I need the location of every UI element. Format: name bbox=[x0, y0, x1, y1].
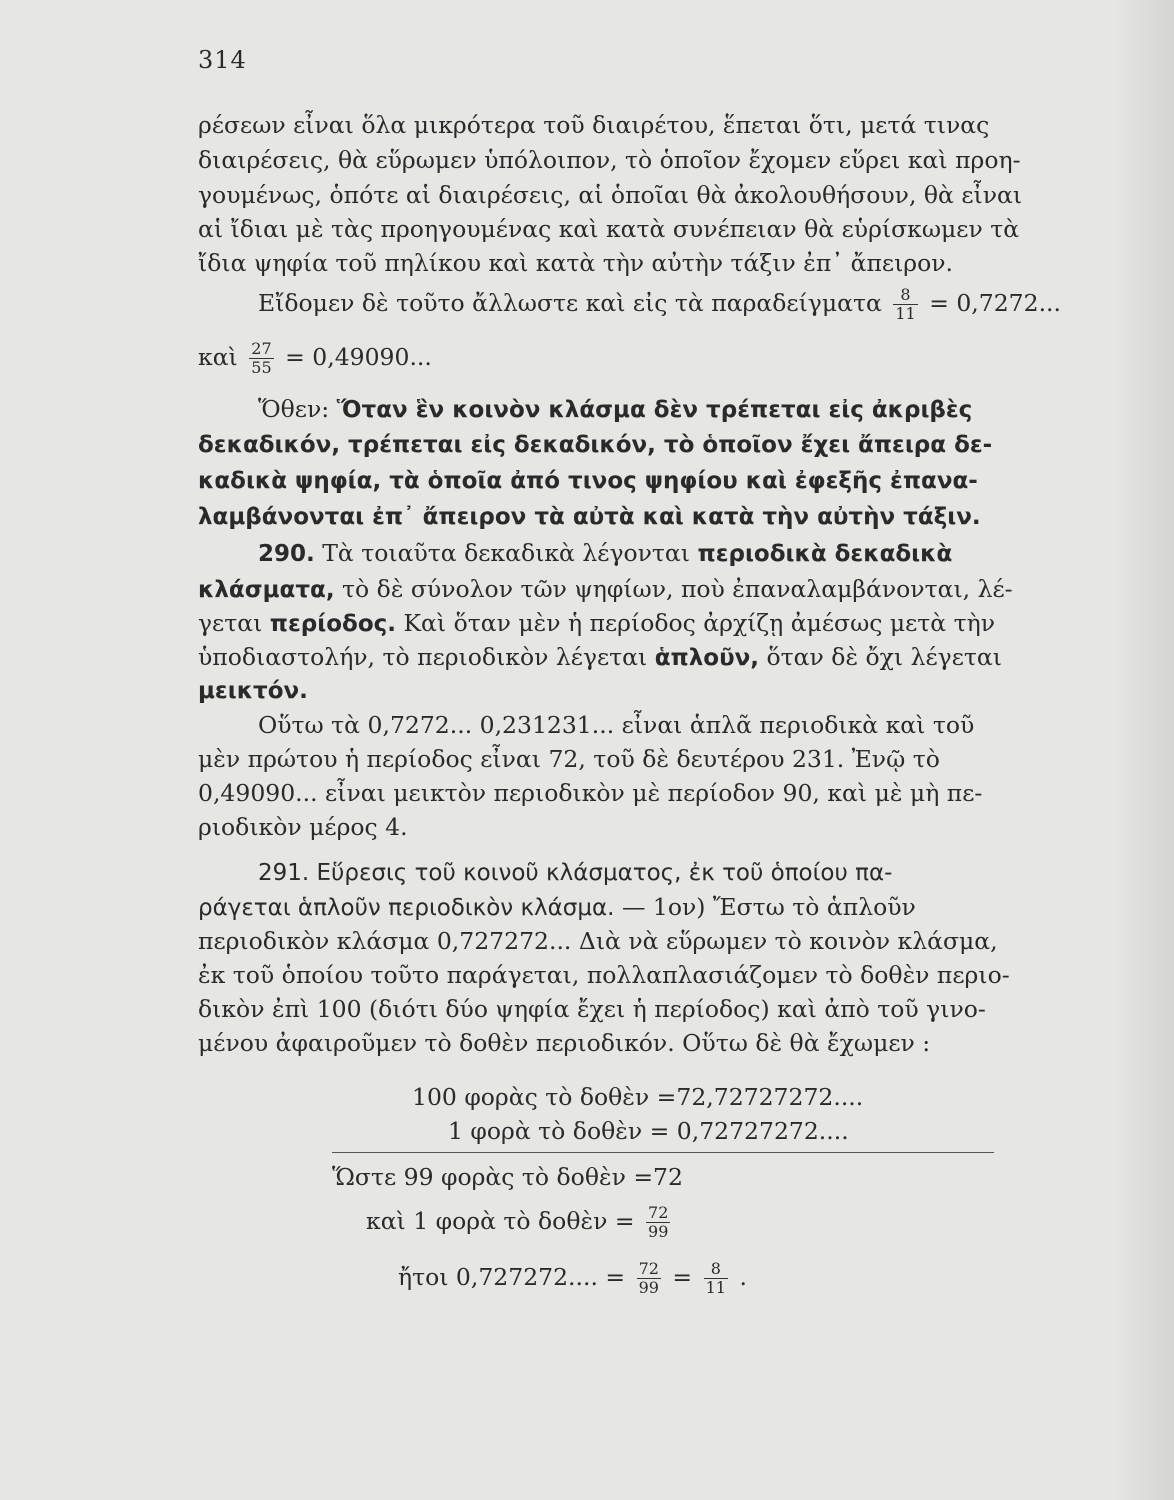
text-line-example2 bbox=[198, 340, 432, 377]
heading-cont: ράγεται ἁπλοῦν περιοδικὸν κλάσμα. bbox=[198, 895, 615, 921]
term-bold: κλάσματα, bbox=[198, 577, 335, 603]
section-291-line bbox=[198, 892, 916, 923]
text-line bbox=[198, 642, 1002, 673]
period: . bbox=[739, 1263, 747, 1291]
text-line: διαιρέσεις, θὰ εὕρωμεν ὑπόλοιπον, τὸ ὁποῖον ἔχομεν εὕρει καὶ προη- bbox=[198, 146, 1021, 174]
fraction-denominator: 11 bbox=[705, 1278, 726, 1297]
calc-divider bbox=[332, 1152, 994, 1153]
text: — 1ον) Ἔστω τὸ ἁπλοῦν bbox=[621, 893, 916, 921]
fraction-numerator: 72 bbox=[648, 1203, 669, 1222]
calc-row-4 bbox=[366, 1204, 674, 1241]
text: γεται bbox=[198, 609, 263, 637]
section-291-heading: 291. Εὕρεσις τοῦ κοινοῦ κλάσματος, ἐκ τοῦ ὁποίου πα- bbox=[258, 860, 893, 886]
text-line: ἐκ τοῦ ὁποίου τοῦτο παράγεται, πολλαπλασιάζομεν τὸ δοθὲν περιο- bbox=[198, 961, 1010, 989]
page-edge-shadow bbox=[1114, 0, 1174, 1500]
text-line: περιοδικὸν κλάσμα 0,727272... Διὰ νὰ εὕρωμεν τὸ κοινὸν κλάσμα, bbox=[198, 927, 998, 955]
decimal-value: = 0,49090... bbox=[285, 343, 432, 371]
fraction-denominator: 99 bbox=[648, 1222, 669, 1241]
fraction-denominator: 11 bbox=[895, 304, 916, 323]
text-line bbox=[198, 574, 1013, 605]
text-line: ρέσεων εἶναι ὅλα μικρότερα τοῦ διαιρέτου, ἕπεται ὅτι, μετά τινας bbox=[198, 111, 990, 139]
rule-bold-line: δεκαδικόν, τρέπεται εἰς δεκαδικόν, τὸ ὁποῖον ἔχει ἄπειρα δε- bbox=[198, 432, 993, 458]
fraction-8-11 bbox=[893, 286, 917, 323]
rule-bold-text: Ὅταν ἓν κοινὸν κλάσμα δὲν τρέπεται εἰς ἀκριβὲς bbox=[336, 397, 973, 423]
fraction-numerator: 72 bbox=[638, 1259, 659, 1278]
rule-statement-line bbox=[258, 394, 972, 425]
text: ἤτοι 0,727272.... = bbox=[398, 1263, 626, 1291]
text: ὑποδιαστολήν, τὸ περιοδικὸν λέγεται bbox=[198, 643, 648, 671]
kai-text: καὶ bbox=[198, 343, 238, 371]
fraction-27-55 bbox=[249, 340, 273, 377]
calc-row-3: Ὥστε 99 φορὰς τὸ δοθὲν =72 bbox=[332, 1163, 683, 1191]
text-line: μένου ἀφαιροῦμεν τὸ δοθὲν περιοδικόν. Οὕτω δὲ θὰ ἔχωμεν : bbox=[198, 1029, 931, 1057]
text-line: αἱ ἴδιαι μὲ τὰς προηγουμένας καὶ κατὰ συνέπειαν θὰ εὑρίσκωμεν τὰ bbox=[198, 215, 1020, 243]
section-290-line bbox=[258, 538, 952, 569]
fraction-72-99 bbox=[646, 1204, 670, 1241]
text-line: δικὸν ἐπὶ 100 (διότι δύο ψηφία ἔχει ἡ περίοδος) καὶ ἀπὸ τοῦ γινο- bbox=[198, 995, 986, 1023]
term-bold: περιοδικὰ δεκαδικὰ bbox=[697, 541, 953, 567]
fraction-numerator: 8 bbox=[893, 286, 917, 305]
fraction-8-11 bbox=[704, 1260, 728, 1297]
text: Καὶ ὅταν μὲν ἡ περίοδος ἀρχίζῃ ἀμέσως μετὰ τὴν bbox=[403, 609, 996, 637]
text-line: Οὕτω τὰ 0,7272... 0,231231... εἶναι ἁπλᾶ περιοδικὰ καὶ τοῦ bbox=[258, 711, 975, 739]
term-bold: περίοδος. bbox=[269, 611, 396, 637]
othen-text: Ὅθεν: bbox=[258, 395, 330, 423]
rule-bold-line: λαμβάνονται ἐπ᾿ ἄπειρον τὰ αὐτὰ καὶ κατὰ τὴν αὐτὴν τάξιν. bbox=[198, 504, 981, 530]
term-bold-line: μεικτόν. bbox=[198, 678, 308, 704]
text-line: ἴδια ψηφία τοῦ πηλίκου καὶ κατὰ τὴν αὐτὴν τάξιν ἐπ᾿ ἄπειρον. bbox=[198, 249, 954, 277]
fraction-numerator: 27 bbox=[251, 339, 272, 358]
calc-row-2: 1 φορὰ τὸ δοθὲν = 0,72727272.... bbox=[448, 1117, 849, 1145]
text: Τὰ τοιαῦτα δεκαδικὰ λέγονται bbox=[322, 539, 691, 567]
text-line: μὲν πρώτου ἡ περίοδος εἶναι 72, τοῦ δὲ δευτέρου 231. Ἐνῷ τὸ bbox=[198, 745, 940, 773]
section-number: 290. bbox=[258, 541, 315, 567]
fraction-denominator: 99 bbox=[638, 1278, 659, 1297]
text: καὶ 1 φορὰ τὸ δοθὲν = bbox=[366, 1207, 635, 1235]
decimal-value: = 0,7272... bbox=[929, 289, 1061, 317]
text-line bbox=[198, 608, 995, 639]
fraction-denominator: 55 bbox=[251, 358, 272, 377]
calc-row-5 bbox=[398, 1260, 747, 1297]
term-bold: ἁπλοῦν, bbox=[654, 645, 760, 671]
fraction-numerator: 8 bbox=[704, 1260, 728, 1279]
page-number: 314 bbox=[198, 46, 247, 74]
text-line: ριοδικὸν μέρος 4. bbox=[198, 813, 408, 841]
text-line-examples bbox=[258, 286, 1061, 323]
calc-row-1: 100 φορὰς τὸ δοθὲν =72,72727272.... bbox=[412, 1083, 864, 1111]
text: τὸ δὲ σύνολον τῶν ψηφίων, ποὺ ἐπαναλαμβάνονται, λέ- bbox=[342, 575, 1013, 603]
examples-text: Εἴδομεν δὲ τοῦτο ἄλλωστε καὶ εἰς τὰ παραδείγματα bbox=[258, 289, 882, 317]
text: ὅταν δὲ ὄχι λέγεται bbox=[766, 643, 1002, 671]
fraction-72-99 bbox=[637, 1260, 661, 1297]
equals: = bbox=[672, 1263, 693, 1291]
text-line: γουμένως, ὁπότε αἱ διαιρέσεις, αἱ ὁποῖαι θὰ ἀκολουθήσουν, θὰ εἶναι bbox=[198, 181, 1023, 209]
text-line: 0,49090... εἶναι μεικτὸν περιοδικὸν μὲ περίοδον 90, καὶ μὲ μὴ πε- bbox=[198, 779, 983, 807]
rule-bold-line: καδικὰ ψηφία, τὰ ὁποῖα ἀπό τινος ψηφίου καὶ ἐφεξῆς ἐπανα- bbox=[198, 468, 978, 494]
